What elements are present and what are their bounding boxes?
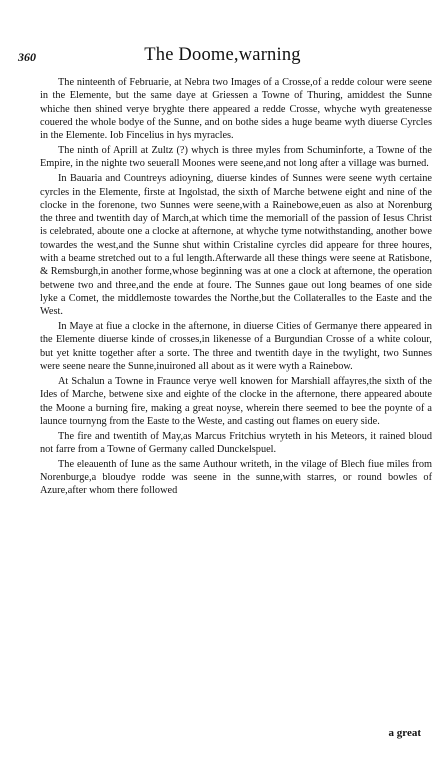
catchword: a great — [388, 727, 421, 739]
paragraph: In Bauaria and Countreys adioyning, diuerse kindes of Sunnes were seene wyth certaine cyrcles in the Elemente, firste at Ingolstad, the sixth of Marche betwene eight and nine of the clocke in the forenone, two Sunnes were seene,with a Rainebowe,euen as also at Norenburg the three and twentith day of March,at which time the memoriall of the passion of Iesus Christ is celebrated, aboute one a clocke at afternone, at whyche tyme notwithstanding, another bowe towardes the west,and the Sunne shut within Cristaline cyrcles did appeare for three houres, with a beame stretched out to a ful length.Afterwarde all these things were seene at Ratisbone, & Remsburgh,in another forme,whose beginning was at one a clock at afternone, the operation betwene two and three,and the ende at foure. The Sunnes gaue out long beames of one side lyke a Comet, the middlemoste towardes the Northe,but the Collateralles to the Easte and the West. — [40, 173, 432, 318]
paragraph: The fire and twentith of May,as Marcus Fritchius wryteth in his Meteors, it rained bloud not farre from a Towne of Germany called Dunckelspuel. — [40, 430, 432, 455]
running-head: The Doome,warning — [144, 45, 301, 65]
body-text — [40, 76, 432, 499]
paragraph: The ninteenth of Februarie, at Nebra two Images of a Crosse,of a redde colour were seene in the Elemente, but the same daye at Griessen a Towne of Thuring, amiddest the Sunne whiche then shined verye bryghte there appeared a redde Crosse, whyche wyth greatenesse couered the whole bodye of the Sunne, and on bothe sides a huge beame wyth diuerse Cyrcles in the Elemente. Iob Fincelius in hys myracles. — [40, 77, 432, 142]
paragraph: The eleauenth of Iune as the same Authour writeth, in the vilage of Blech fiue miles from Norenburge,a bloudye rodde was seene in the sunne,with starres, or round bowles of Azure,after whom there followed — [40, 458, 432, 497]
paragraph: In Maye at fiue a clocke in the afternone, in diuerse Cities of Germanye there appeared in the Elemente diuerse kinde of crosses,in likenesse of a Burgundian Crosse of a white colour, but yet knitte together after a sorte. The three and twentith daye in the twylight, two Sunnes were seene neare the Sunne,inuironed all about as it were wyth a Rainebow. — [40, 321, 432, 373]
paragraph: The ninth of Aprill at Zultz (?) whych is three myles from Schuminforte, a Towne of the Empire, in the nighte two seuerall Moones were seene,and not long after a village was burned. — [40, 145, 432, 170]
paragraph: At Schalun a Towne in Fraunce verye well knowen for Marshiall affayres,the sixth of the Ides of Marche, betwene sixe and eighte of the clocke in the afternone, there appeared aboute the Moone a burning fire, making a great noyse, wherein there seemed to bee the poynte of a launce tournyng from the Easte to the Weste, and casting out flames on euery side. — [40, 375, 432, 427]
page-number: 360 — [18, 50, 36, 64]
